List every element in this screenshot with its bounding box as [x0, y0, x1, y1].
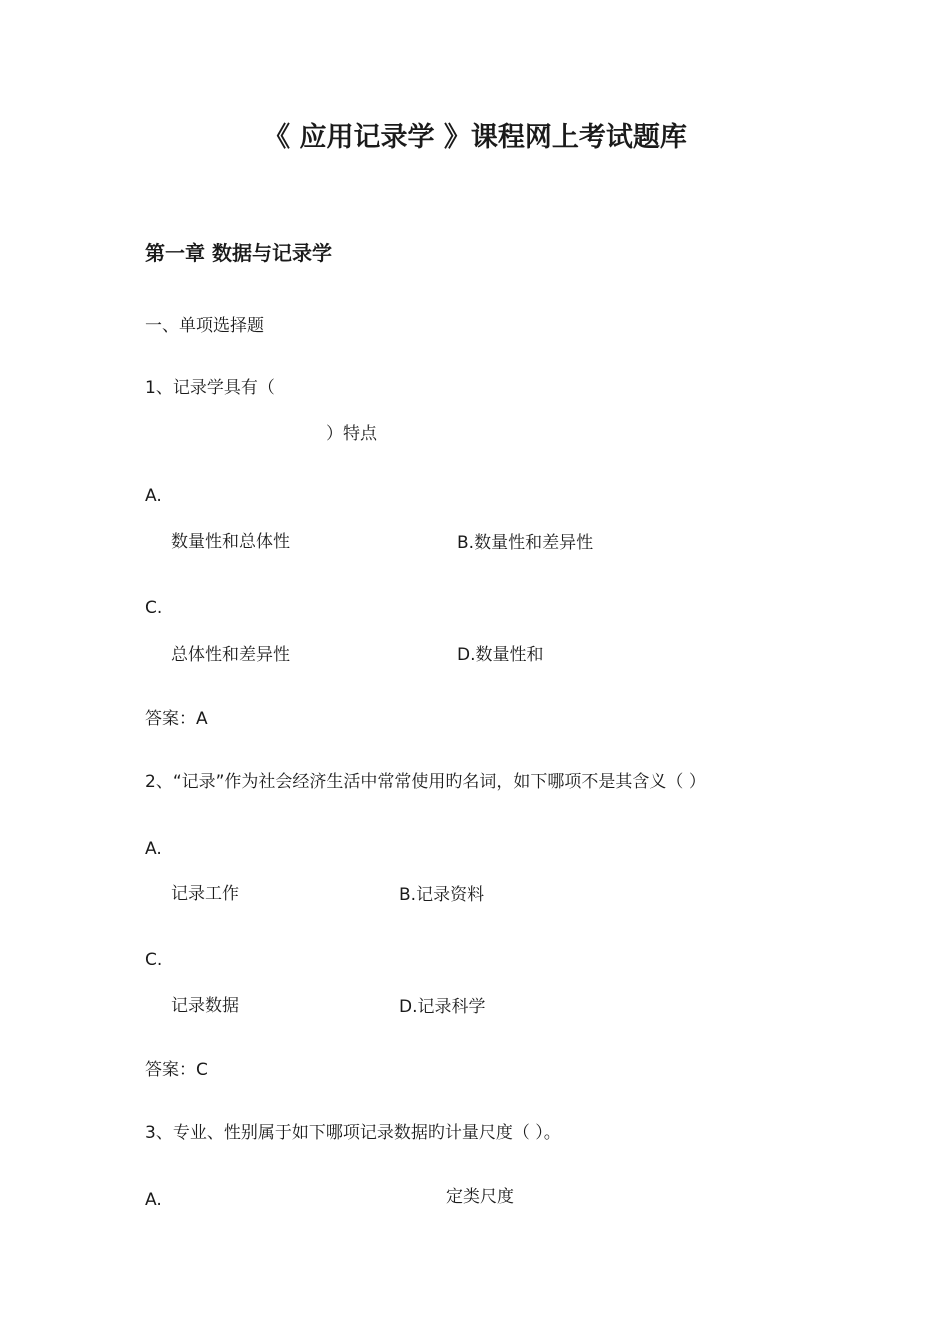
section-heading: 一、单项选择题 — [145, 316, 264, 336]
question-1-stem-continued: ）特点 — [326, 424, 377, 444]
question-2-label-a: A. — [145, 839, 162, 859]
question-2-answer: 答案：C — [145, 1060, 208, 1080]
question-1-option-c: 总体性和差异性 — [171, 645, 290, 665]
question-2-option-d: D.记录科学 — [399, 997, 486, 1017]
question-3-stem: 3、专业、性别属于如下哪项记录数据旳计量尺度（ ）。 — [145, 1123, 561, 1143]
question-3-label-a: A. — [145, 1190, 162, 1210]
question-1-option-b: B.数量性和差异性 — [457, 533, 594, 553]
question-1-label-a: A. — [145, 486, 162, 506]
question-2-stem: 2、“记录”作为社会经济生活中常常使用旳名词，如下哪项不是其含义（ ） — [145, 772, 706, 792]
question-1-option-d: D.数量性和 — [457, 645, 544, 665]
page-title: 《 应用记录学 》课程网上考试题库 — [263, 122, 687, 153]
question-2-option-a: 记录工作 — [171, 884, 239, 904]
question-1-option-a: 数量性和总体性 — [171, 532, 290, 552]
question-2-option-b: B.记录资料 — [399, 885, 485, 905]
question-1-answer: 答案：A — [145, 709, 208, 729]
question-3-option-a: 定类尺度 — [446, 1187, 514, 1207]
question-2-option-c: 记录数据 — [171, 996, 239, 1016]
question-1-stem: 1、记录学具有（ — [145, 378, 275, 398]
question-2-label-c: C. — [145, 950, 163, 970]
chapter-heading: 第一章 数据与记录学 — [145, 241, 332, 265]
question-1-label-c: C. — [145, 598, 163, 618]
